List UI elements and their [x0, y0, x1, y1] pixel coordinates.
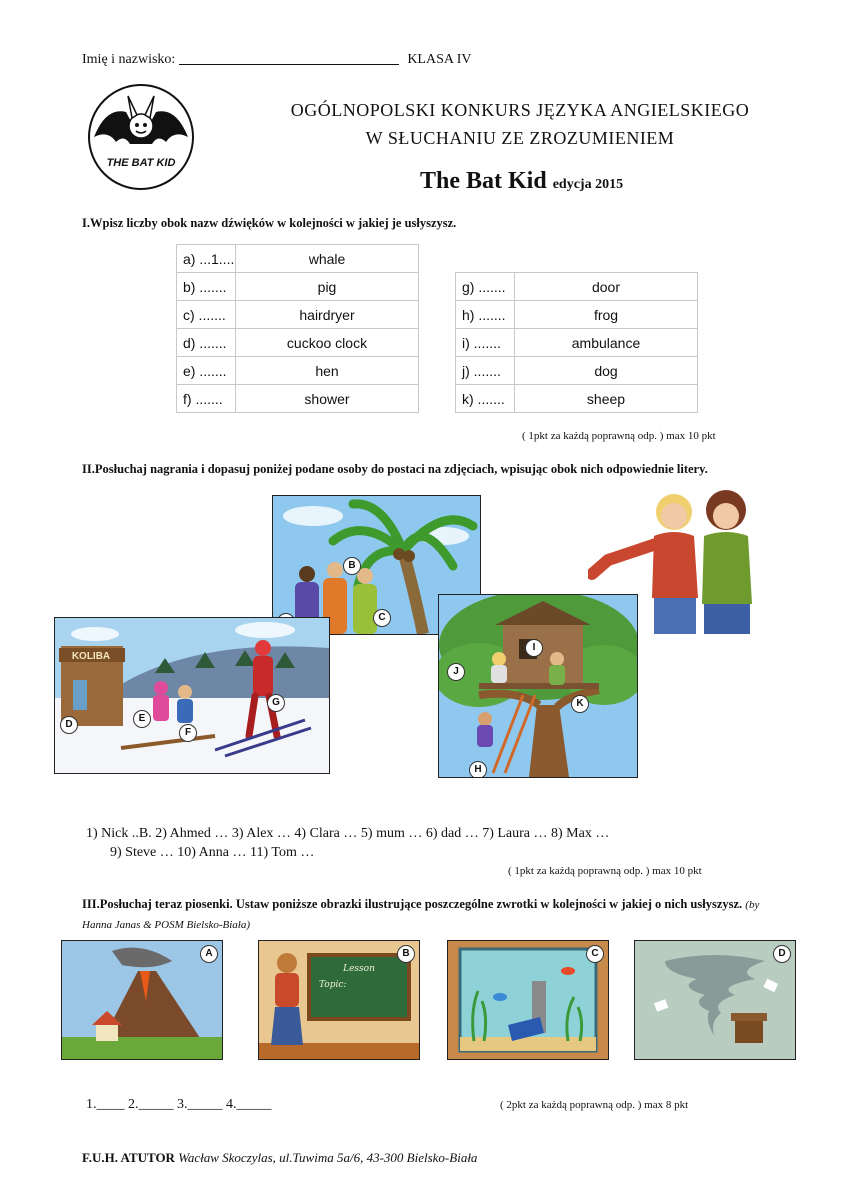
answer-slot[interactable]: d) ....... — [177, 329, 236, 357]
marker-i: I — [525, 639, 543, 657]
contest-title-line1: OGÓLNOPOLSKI KONKURS JĘZYKA ANGIELSKIEGO — [290, 100, 750, 120]
classroom-illustration — [259, 941, 419, 1059]
answer-slot[interactable]: k) ....... — [456, 385, 515, 413]
section2-instruction: II.Posłuchaj nagrania i dopasuj poniżej podane osoby do postaci na zdjęciach, wpisując obok nich odpowiednie litery. — [82, 462, 708, 476]
contest-name: The Bat Kid — [420, 168, 547, 194]
table-row — [177, 273, 419, 301]
marker-j: J — [447, 663, 465, 681]
marker-c: C — [373, 609, 391, 627]
section3-instruction-text: III.Posłuchaj teraz piosenki. Ustaw poniższe obrazki ilustrujące poszczególne zwrotki w kolejności w jakiej o nich usłyszysz. — [82, 897, 743, 911]
sound-name: shower — [236, 385, 419, 413]
marker-b: B — [343, 557, 361, 575]
section1-instruction: I.Wpisz liczby obok nazw dźwięków w kolejności w jakiej je usłyszysz. — [82, 216, 457, 230]
table-row — [177, 245, 419, 273]
answer-slot[interactable]: c) ....... — [177, 301, 236, 329]
table-row — [456, 329, 698, 357]
answer-slot[interactable]: h) ....... — [456, 301, 515, 329]
picture-marker-c: C — [586, 945, 604, 963]
name-field-row — [82, 52, 471, 68]
table-row — [456, 301, 698, 329]
section3-instruction — [82, 895, 772, 935]
answer-slot[interactable]: g) ....... — [456, 273, 515, 301]
contest-title-line2: W SŁUCHANIU ZE ZROZUMIENIEM — [365, 128, 675, 148]
sound-name: cuckoo clock — [236, 329, 419, 357]
sound-name: hairdryer — [236, 301, 419, 329]
footer-address: Wacław Skoczylas, ul.Tuwima 5a/6, 43-300 Bielsko-Biała — [178, 1150, 478, 1165]
sound-name: door — [515, 273, 698, 301]
song-picture-b — [258, 940, 420, 1060]
names-line-2: 9) Steve … 10) Anna … 11) Tom … — [110, 845, 315, 860]
treehouse-scene-illustration — [439, 595, 637, 777]
ski-scene-illustration — [55, 618, 329, 773]
sound-name: whale — [236, 245, 419, 273]
table-row — [456, 273, 698, 301]
table-row — [177, 329, 419, 357]
logo-text: THE BAT KID — [106, 157, 176, 169]
answer-slot[interactable]: j) ....... — [456, 357, 515, 385]
sounds-table-right — [455, 272, 698, 413]
tornado-illustration — [635, 941, 795, 1059]
song-picture-a — [61, 940, 223, 1060]
song-picture-c — [447, 940, 609, 1060]
section2-points: ( 1pkt za każdą poprawną odp. ) max 10 pkt — [508, 865, 702, 877]
picture-marker-a: A — [200, 945, 218, 963]
sound-name: sheep — [515, 385, 698, 413]
footer-company: F.U.H. ATUTOR — [82, 1150, 175, 1165]
bat-kid-logo — [86, 82, 196, 192]
section3-credit: (by Hanna Janas & POSM Bielsko-Biała) — [82, 899, 760, 931]
name-label: Imię i nazwisko: — [82, 52, 176, 67]
koliba-sign: KOLIBA — [71, 651, 111, 662]
marker-d: D — [60, 716, 78, 734]
treehouse-picture — [438, 594, 638, 778]
name-blank-line[interactable] — [179, 64, 399, 65]
answer-slot[interactable]: e) ....... — [177, 357, 236, 385]
aquarium-illustration — [448, 941, 608, 1059]
marker-h: H — [469, 761, 487, 778]
board-text-topic: Topic: — [319, 980, 347, 990]
picture-marker-b: B — [397, 945, 415, 963]
section1-points: ( 1pkt za każdą poprawną odp. ) max 10 pkt — [522, 430, 716, 442]
sounds-table-left — [176, 244, 419, 413]
volcano-illustration — [62, 941, 222, 1059]
sound-name: pig — [236, 273, 419, 301]
answer-slot[interactable]: f) ....... — [177, 385, 236, 413]
song-order-answers[interactable]: 1.____ 2._____ 3._____ 4._____ — [86, 1097, 272, 1112]
edition-label: edycja 2015 — [552, 177, 624, 192]
board-text-lesson: Lesson — [343, 964, 375, 974]
table-row — [456, 357, 698, 385]
footer — [82, 1150, 477, 1166]
section3-points: ( 2pkt za każdą poprawną odp. ) max 8 pkt — [500, 1099, 689, 1111]
ski-resort-picture — [54, 617, 330, 774]
marker-k: K — [571, 695, 589, 713]
song-picture-d — [634, 940, 796, 1060]
table-row — [456, 385, 698, 413]
answer-slot[interactable]: a) ...1.... — [177, 245, 236, 273]
names-line-1: 1) Nick ..B. 2) Ahmed … 3) Alex … 4) Clara … 5) mum … 6) dad … 7) Laura … 8) Max … — [86, 826, 610, 841]
sound-name: hen — [236, 357, 419, 385]
marker-g: G — [267, 694, 285, 712]
contest-name-row — [420, 168, 623, 195]
table-row — [177, 301, 419, 329]
sound-name: dog — [515, 357, 698, 385]
picture-marker-d: D — [773, 945, 791, 963]
answer-slot[interactable]: b) ....... — [177, 273, 236, 301]
sound-name: frog — [515, 301, 698, 329]
table-row — [177, 385, 419, 413]
marker-f: F — [179, 724, 197, 742]
table-row — [177, 357, 419, 385]
marker-e: E — [133, 710, 151, 728]
answer-slot[interactable]: i) ....... — [456, 329, 515, 357]
sound-name: ambulance — [515, 329, 698, 357]
class-label: KLASA IV — [407, 52, 472, 67]
